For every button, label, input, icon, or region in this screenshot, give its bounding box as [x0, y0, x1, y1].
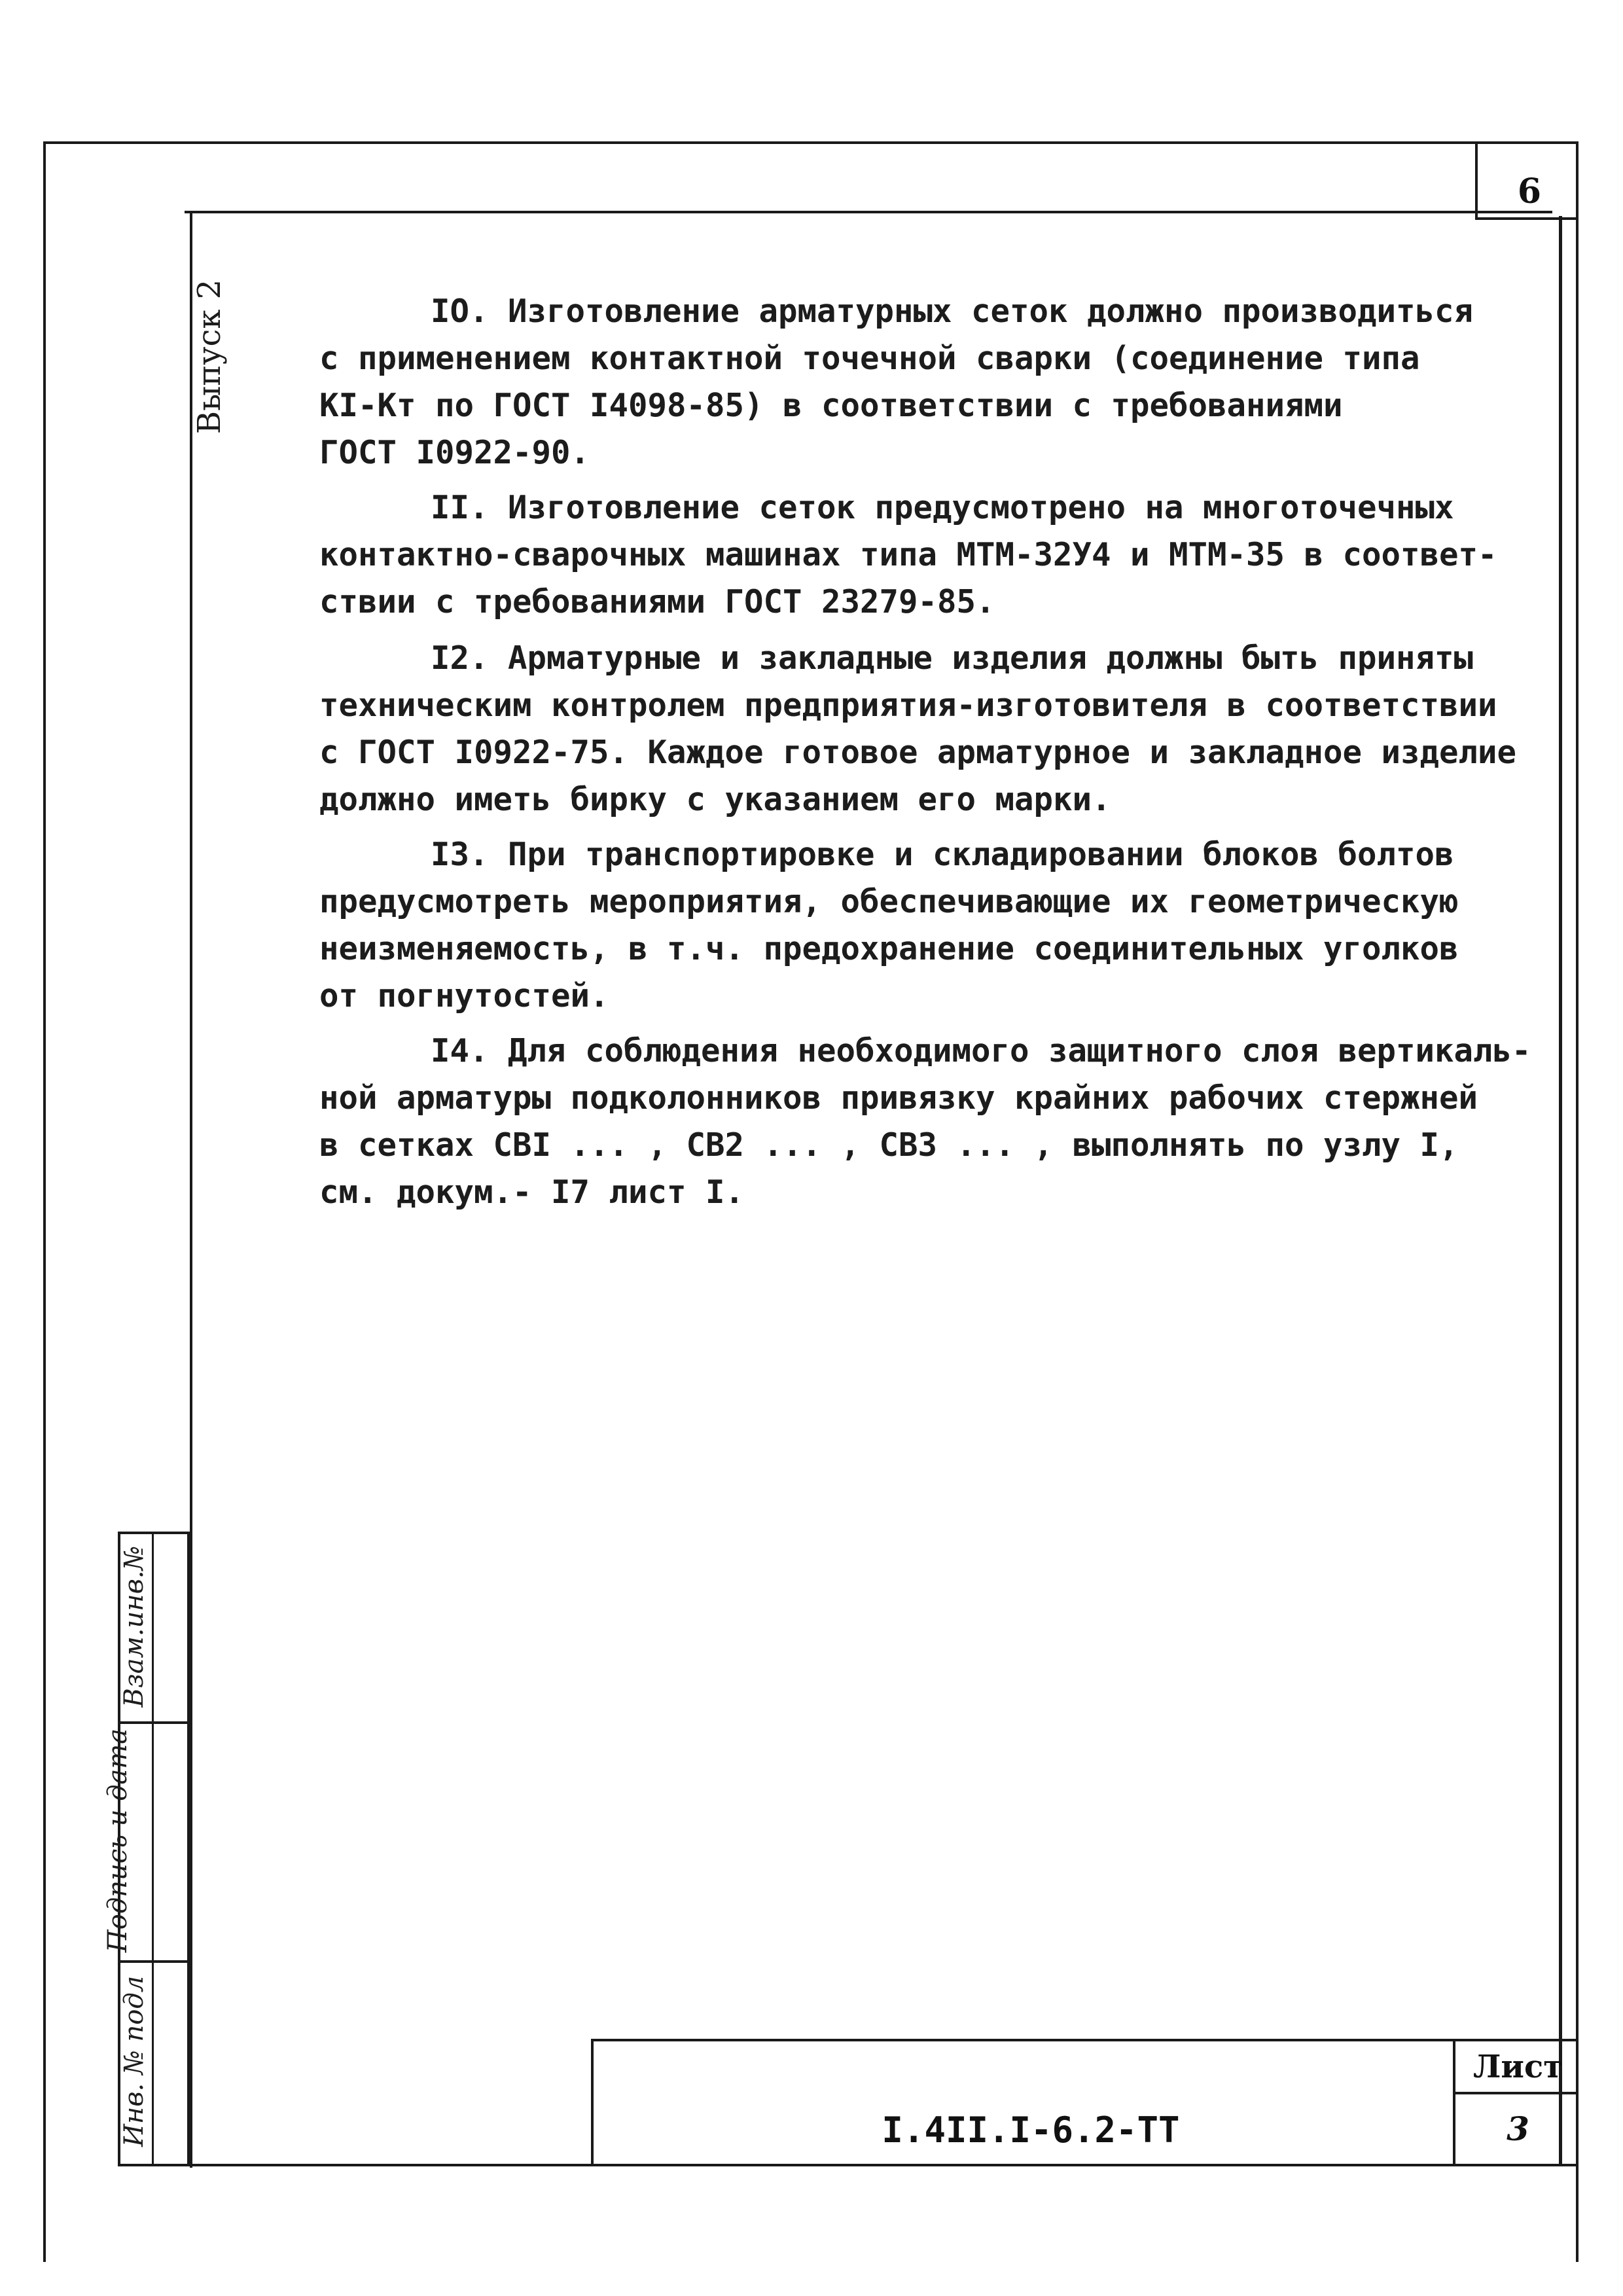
- text-line: от погнутостей.: [319, 977, 609, 1014]
- inner-frame-top: [185, 211, 1552, 213]
- outer-frame-right: [1576, 141, 1578, 2262]
- text-line: I3. При транспортировке и складировании блоков болтов: [431, 836, 1454, 873]
- outer-frame-top: [45, 141, 1576, 144]
- outer-frame-left: [43, 141, 46, 2262]
- stamp-signature-date: Подпись и дата: [103, 1728, 133, 1953]
- sheet-label: Лист: [1472, 2049, 1563, 2085]
- paragraph-13: [319, 831, 1517, 1020]
- text-line: с применением контактной точечной сварки (соединение типа: [319, 340, 1420, 377]
- title-block-left: [591, 2039, 594, 2166]
- text-line: ГОСТ I0922-90.: [319, 434, 590, 471]
- text-line: ствии с требованиями ГОСТ 23279-85.: [319, 583, 995, 620]
- text-line: IO. Изготовление арматурных сеток должно производиться: [431, 293, 1474, 330]
- text-line: II. Изготовление сеток предусмотрено на многоточечных: [431, 489, 1454, 526]
- text-line: предусмотреть мероприятия, обеспечивающие их геометрическую: [319, 883, 1459, 920]
- paragraph-14: [319, 1028, 1531, 1216]
- corner-sheet-number: 6: [1517, 171, 1542, 211]
- paragraph-11: [319, 484, 1517, 626]
- sheet-number: 3: [1507, 2109, 1529, 2148]
- document-code: I.4II.I-6.2-ТТ: [882, 2109, 1180, 2151]
- corner-box-bottom: [1475, 217, 1578, 220]
- text-line: должно иметь бирку с указанием его марки.: [319, 781, 1111, 818]
- inner-frame-right: [1559, 216, 1562, 2166]
- text-line: контактно-сварочных машинах типа МТМ-32У4 и МТМ-35 в соответ-: [319, 536, 1497, 573]
- text-line: неизменяемость, в т.ч. предохранение соединительных уголков: [319, 930, 1459, 967]
- paragraph-12: [319, 635, 1517, 823]
- inner-frame-left: [190, 211, 192, 2168]
- issue-label: Выпуск 2: [191, 279, 228, 435]
- text-line: см. докум.- I7 лист I.: [319, 1174, 745, 1211]
- text-line: I4. Для соблюдения необходимого защитного слоя вертикаль-: [431, 1032, 1531, 1069]
- text-line: техническим контролем предприятия-изготовителя в соответствии: [319, 687, 1497, 724]
- title-block-top: [591, 2039, 1578, 2041]
- text-line: с ГОСТ I0922-75. Каждое готовое арматурное и закладное изделие: [319, 734, 1517, 771]
- stamp-inv-original: Инв. № подл: [119, 1975, 149, 2147]
- corner-box-left: [1475, 141, 1478, 219]
- text-line: KI-Кт по ГОСТ I4098-85) в соответствии с требованиями: [319, 387, 1343, 424]
- text-line: I2. Арматурные и закладные изделия должны быть приняты: [431, 639, 1474, 677]
- text-line: ной арматуры подколонников привязку крайних рабочих стержней: [319, 1079, 1478, 1117]
- paragraph-10: [319, 288, 1517, 476]
- stamp-replacement-inv: Взам.инв.№: [119, 1545, 149, 1708]
- text-line: в сетках СВI ... , СВ2 ... , СВ3 ... , выполнять по узлу I,: [319, 1126, 1459, 1164]
